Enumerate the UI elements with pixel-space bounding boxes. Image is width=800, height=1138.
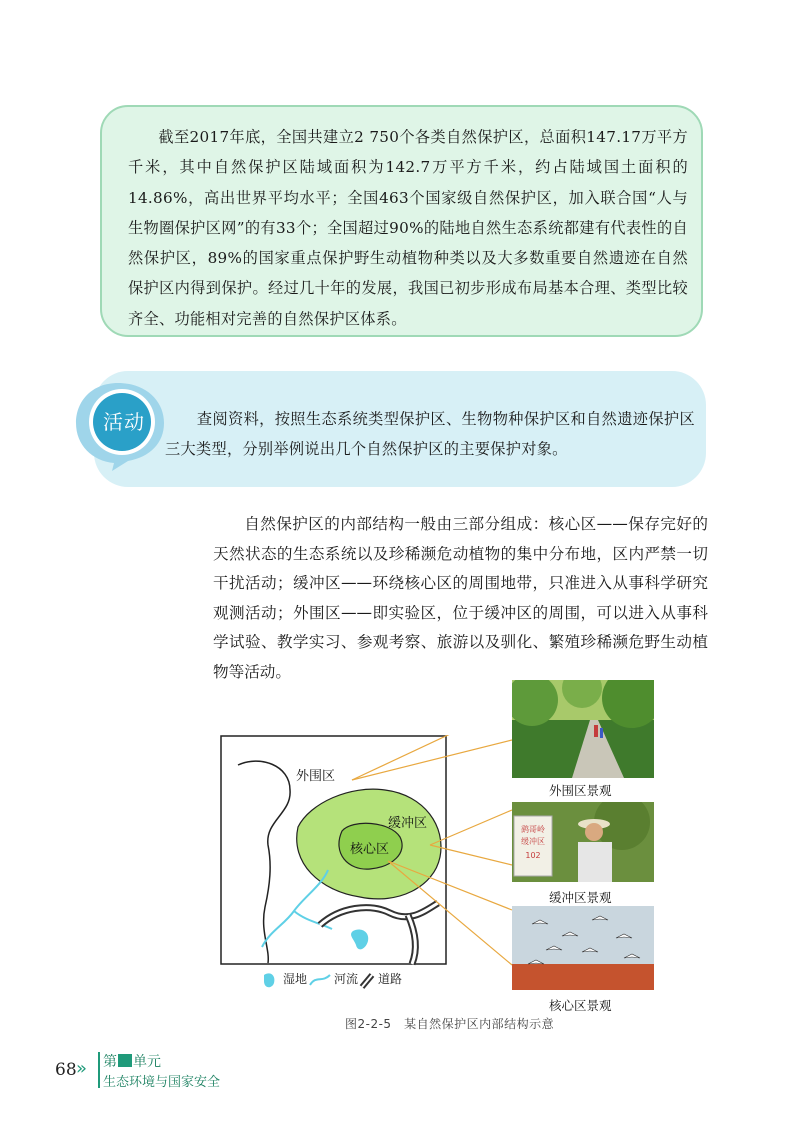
buffer-zone-label: 缓冲区 (388, 816, 428, 831)
sign-line-1: 鹞哥岭 (521, 825, 545, 834)
sign-line-3: 102 (525, 851, 541, 860)
page-number: 68 (55, 1060, 77, 1080)
buffer-zone-photo (512, 802, 654, 882)
activity-text (165, 404, 695, 464)
statistics-paragraph: 截至2017年底，全国共建立2 750个各类自然保护区，总面积147.17万平方千米，其中自然保护区陆域面积为142.7万平方千米，约占陆域国土面积的14.86%，高出世界平均水平；全国463个国家级自然保护区，加入联合国“人与生物圈保护区网”的有33个；全国超过90%的陆地自然生态系统都建有代表性的自然保护区，89%的国家重点保护野生动植物种类以及大多数重要自然遗迹在自然保护区内得到保护。经过几十年的发展，我国已初步形成布局基本合理、类型比较齐全、功能相对完善的自然保护区体系。 (128, 128, 688, 328)
footer-divider (98, 1052, 100, 1088)
outer-zone-label: 外围区 (296, 769, 336, 784)
activity-badge-label: 活动 (103, 410, 145, 434)
unit-number-box (118, 1054, 132, 1067)
figure-caption: 图2-2-5 某自然保护区内部结构示意 (345, 1017, 555, 1031)
wetland-legend-icon (264, 973, 274, 987)
body-text (213, 510, 708, 688)
unit-heading (103, 1051, 161, 1071)
core-zone-photo-caption: 核心区景观 (549, 998, 612, 1013)
legend-wetland-label: 湿地 (283, 972, 308, 986)
chevron-right-icon: » (76, 1058, 88, 1079)
river-legend-icon (310, 975, 330, 985)
unit-prefix: 第 (103, 1054, 117, 1070)
activity-paragraph: 查阅资料，按照生态系统类型保护区、生物物种保护区和自然遗迹保护区三大类型，分别举例说出几个自然保护区的主要保护对象。 (165, 410, 695, 458)
unit-title: 生态环境与国家安全 (103, 1075, 221, 1090)
core-zone-photo (512, 906, 654, 990)
outer-zone-photo (512, 680, 654, 778)
sign-line-2: 缓冲区 (521, 837, 545, 846)
buffer-zone-photo-caption: 缓冲区景观 (549, 890, 612, 905)
outer-zone-photo-caption: 外围区景观 (549, 783, 612, 798)
statistics-text (128, 122, 688, 334)
body-paragraph: 自然保护区的内部结构一般由三部分组成：核心区——保存完好的天然状态的生态系统以及珍稀濒危动植物的集中分布地，区内严禁一切干扰活动；缓冲区——环绕核心区的周围地带，只准进入从事科学研究观测活动；外围区——即实验区，位于缓冲区的周围，可以进入从事科学试验、教学实习、参观考察、旅游以及驯化、繁殖珍稀濒危野生动植物等活动。 (213, 515, 708, 681)
unit-suffix: 单元 (133, 1054, 161, 1070)
core-zone-label: 核心区 (350, 842, 390, 857)
legend-river-label: 河流 (334, 972, 359, 986)
legend-road-label: 道路 (378, 972, 403, 986)
